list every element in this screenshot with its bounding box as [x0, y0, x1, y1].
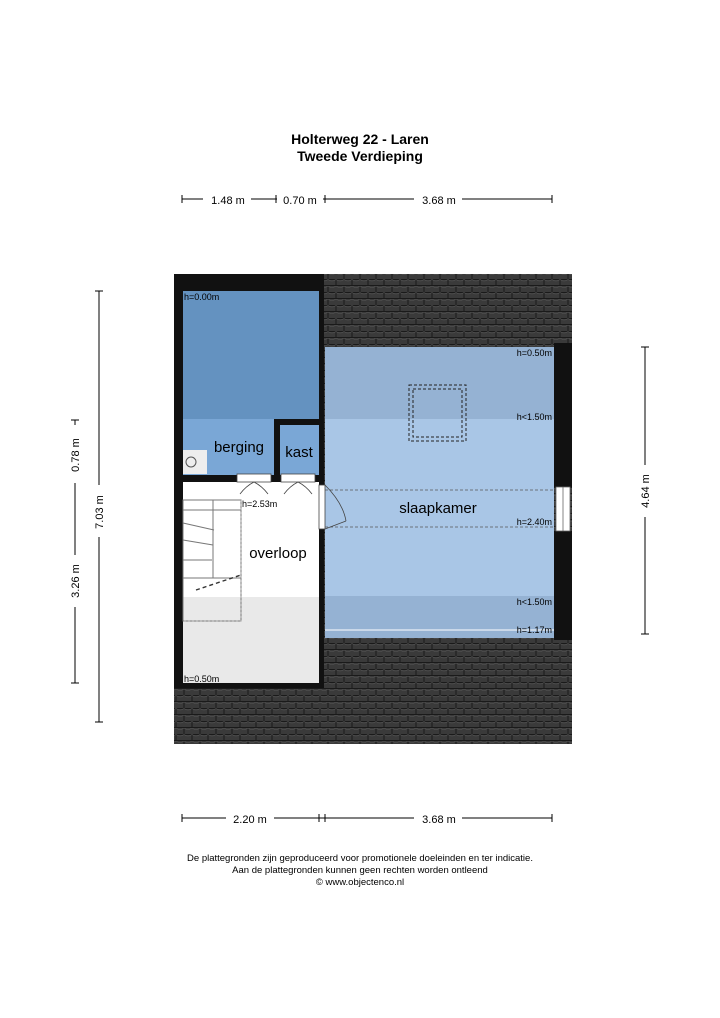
footer-disclaimer-2: Aan de plattegronden kunnen geen rechten worden ontleend: [232, 865, 488, 876]
dim-top-1: 1.48 m: [211, 195, 245, 207]
dim-left-outer: 7.03 m: [94, 495, 106, 529]
height-overloop-high: h=2.53m: [242, 499, 278, 509]
dim-top-3: 3.68 m: [422, 195, 456, 207]
dim-bottom-2: 3.68 m: [422, 814, 456, 826]
height-berging: h=0.00m: [184, 292, 220, 302]
dim-right: 4.64 m: [640, 474, 652, 508]
height-slaapkamer-lower: h<1.50m: [516, 597, 552, 607]
plan-title: Holterweg 22 - Laren: [291, 131, 429, 147]
wall-right-lower: [554, 531, 572, 640]
label-overloop: overloop: [249, 545, 307, 562]
label-kast: kast: [285, 444, 313, 461]
footer-disclaimer-1: De plattegronden zijn geproduceerd voor promotionele doeleinden en ter indicatie.: [187, 853, 533, 864]
dim-bottom-1: 2.20 m: [233, 814, 267, 826]
height-slaapkamer-top: h=0.50m: [516, 348, 552, 358]
height-overloop-low: h=0.50m: [184, 674, 220, 684]
plan-subtitle: Tweede Verdieping: [297, 148, 423, 164]
height-slaapkamer-bottom: h=1.17m: [516, 625, 552, 635]
dim-left-inner-bottom: 3.26 m: [70, 564, 82, 598]
label-slaapkamer: slaapkamer: [399, 500, 477, 517]
overloop-low-zone: [183, 597, 319, 683]
dim-top-2: 0.70 m: [283, 195, 317, 207]
footer-copyright: © www.objectenco.nl: [315, 877, 405, 888]
window-right: [556, 487, 570, 531]
wall-right-upper: [554, 343, 572, 487]
boiler: [183, 450, 207, 474]
label-berging: berging: [213, 439, 265, 456]
dim-left-inner-top: 0.78 m: [70, 438, 82, 472]
berging-low-zone: [183, 291, 319, 419]
height-slaapkamer-middle: h=2.40m: [516, 517, 552, 527]
height-slaapkamer-upper: h<1.50m: [516, 412, 552, 422]
